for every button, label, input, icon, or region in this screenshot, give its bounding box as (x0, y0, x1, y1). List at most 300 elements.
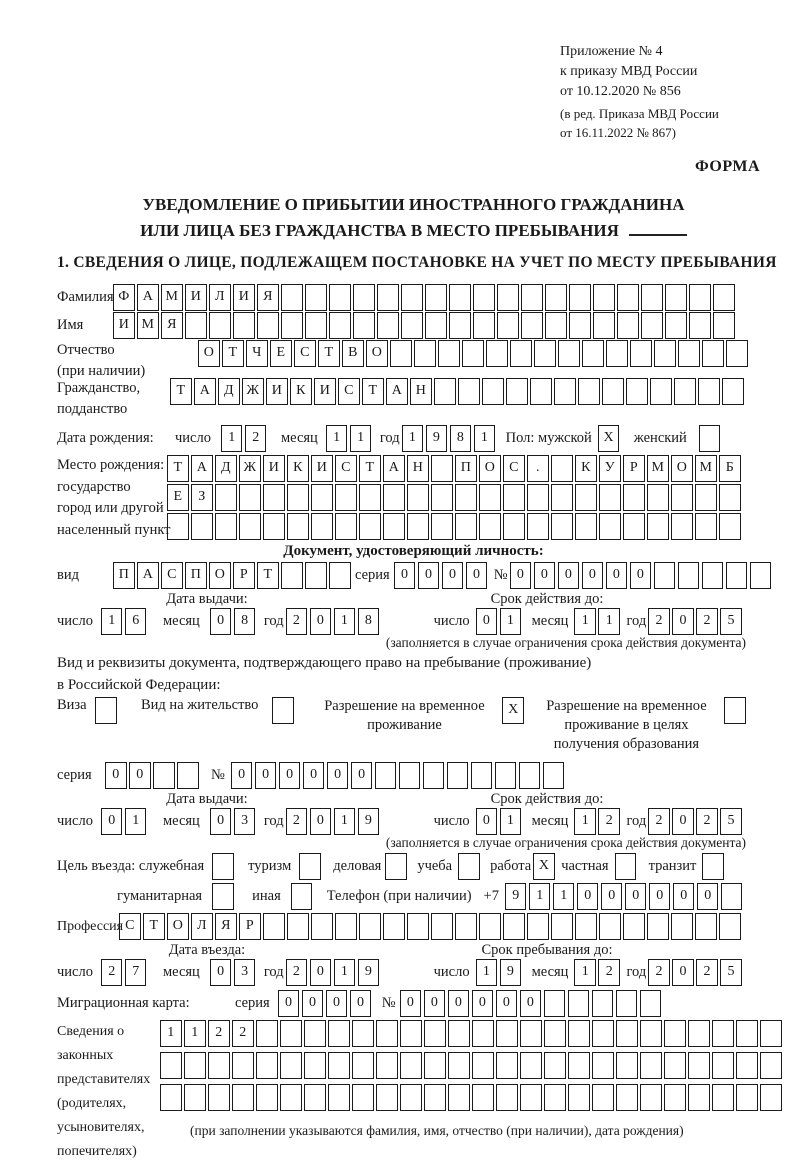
char-cell: 1 (474, 425, 496, 452)
visa-checkbox (95, 697, 119, 724)
char-cell: 0 (129, 762, 151, 789)
char-cell (695, 484, 717, 511)
char-cell (569, 312, 591, 339)
char-cell (599, 484, 621, 511)
char-cell (688, 1084, 710, 1111)
checkbox-cell (272, 697, 294, 724)
char-cell (425, 284, 447, 311)
char-cell: М (161, 284, 183, 311)
char-cell (473, 312, 495, 339)
purpose-business-checkbox (385, 853, 409, 880)
doc-issue-year-boxes (286, 608, 382, 635)
char-cell (184, 1052, 206, 1079)
char-cell: 1 (334, 959, 356, 986)
char-cell (287, 484, 309, 511)
char-cell (352, 1084, 374, 1111)
char-cell (191, 513, 213, 540)
permit-expiry-year-boxes (648, 808, 744, 835)
char-cell (616, 1052, 638, 1079)
char-cell (617, 284, 639, 311)
char-cell (497, 284, 519, 311)
stay-day-boxes (476, 959, 524, 986)
char-cell (688, 1020, 710, 1047)
char-cell (592, 1020, 614, 1047)
doc-expiry-year-boxes (648, 608, 744, 635)
char-cell (506, 378, 528, 405)
char-cell (400, 1020, 422, 1047)
char-cell (721, 883, 743, 910)
char-cell (359, 513, 381, 540)
char-cell: З (191, 484, 213, 511)
birth-day-boxes (221, 425, 269, 452)
char-cell (280, 1084, 302, 1111)
purpose-other-checkbox (291, 883, 315, 910)
char-cell: 0 (534, 562, 556, 589)
entry-year-boxes (286, 959, 382, 986)
char-cell (208, 1084, 230, 1111)
char-cell: У (599, 455, 621, 482)
purpose-transit-label: транзит (648, 858, 697, 874)
char-cell: 6 (125, 608, 147, 635)
label-line: Отчество (57, 342, 115, 358)
doc-issue-day-label: число (57, 613, 93, 629)
entry-date-headers (57, 942, 770, 959)
stay-until-header: Срок пребывания до: (481, 942, 613, 958)
char-cell (664, 1020, 686, 1047)
doc-valid-until-header: Срок действия до: (490, 591, 604, 607)
guardians-block (57, 1020, 770, 1163)
checkbox-cell: X (533, 853, 555, 880)
char-cell (377, 312, 399, 339)
char-cell (399, 762, 421, 789)
label-line: (родителях, (57, 1096, 127, 1111)
char-cell: 0 (424, 990, 446, 1017)
field-citizenship (57, 378, 770, 417)
char-cell: Е (167, 484, 189, 511)
char-cell: П (113, 562, 135, 589)
field-givenname (57, 312, 770, 339)
sex-male-checkbox (598, 425, 622, 452)
char-cell (702, 340, 724, 367)
char-cell (521, 284, 543, 311)
char-cell (569, 284, 591, 311)
char-cell (626, 378, 648, 405)
char-cell (352, 1052, 374, 1079)
char-cell: 1 (598, 608, 620, 635)
char-cell: 0 (630, 562, 652, 589)
char-cell: 1 (476, 959, 498, 986)
char-cell: К (575, 455, 597, 482)
purpose-study-checkbox (458, 853, 482, 880)
sex-female-checkbox (699, 425, 723, 452)
guardians-note: (при заполнении указываются фамилия, имя, отчество (при наличии), дата рождения) (190, 1123, 684, 1138)
char-cell: 0 (649, 883, 671, 910)
char-cell (177, 762, 199, 789)
char-cell (544, 990, 566, 1017)
char-cell (479, 484, 501, 511)
phone-prefix: +7 (483, 888, 499, 904)
permit-validity-note-text: (заполняется в случае ограничения срока действия документа) (385, 835, 746, 850)
purpose-study-label: учеба (417, 858, 453, 874)
field-birthdate (57, 425, 770, 452)
checkbox-cell (385, 853, 407, 880)
char-cell (328, 1084, 350, 1111)
char-cell: И (311, 455, 333, 482)
char-cell (215, 513, 237, 540)
char-cell: 2 (598, 808, 620, 835)
char-cell (647, 513, 669, 540)
char-cell (544, 1084, 566, 1111)
char-cell (520, 1020, 542, 1047)
char-cell (568, 1084, 590, 1111)
char-cell (256, 1084, 278, 1111)
char-cell (257, 312, 279, 339)
sex-male-label: Пол: мужской (505, 430, 592, 446)
char-cell: Я (161, 312, 183, 339)
label-line: подданство (57, 401, 128, 417)
char-cell (760, 1020, 782, 1047)
char-cell: 8 (358, 608, 380, 635)
char-cell: 0 (442, 562, 464, 589)
char-cell: Н (407, 455, 429, 482)
appendix-sub-line-2: от 16.11.2022 № 867) (560, 124, 677, 140)
char-cell: 0 (210, 808, 232, 835)
char-cell: К (287, 455, 309, 482)
char-cell (305, 284, 327, 311)
char-cell: Н (410, 378, 432, 405)
permit-issue-day-boxes (101, 808, 149, 835)
char-cell: 0 (326, 990, 348, 1017)
char-cell (719, 484, 741, 511)
char-cell (671, 484, 693, 511)
char-cell: 2 (101, 959, 123, 986)
doc-issue-day-boxes (101, 608, 149, 635)
char-cell (328, 1020, 350, 1047)
char-cell (665, 312, 687, 339)
char-cell (599, 513, 621, 540)
char-cell: 0 (279, 762, 301, 789)
char-cell (448, 1052, 470, 1079)
char-cell: В (342, 340, 364, 367)
char-cell (592, 1084, 614, 1111)
permit-date-headers (57, 791, 770, 808)
char-cell (233, 312, 255, 339)
char-cell (431, 484, 453, 511)
char-cell (616, 1084, 638, 1111)
char-cell (304, 1084, 326, 1111)
char-cell: 0 (418, 562, 440, 589)
char-cell: 0 (448, 990, 470, 1017)
char-cell: 0 (278, 990, 300, 1017)
char-cell (641, 284, 663, 311)
section1-heading: 1. СВЕДЕНИЯ О ЛИЦЕ, ПОДЛЕЖАЩЕМ ПОСТАНОВКЕ НА УЧЕТ ПО МЕСТУ ПРЕБЫВАНИЯ (57, 254, 777, 271)
char-cell: 1 (334, 608, 356, 635)
char-cell: 5 (720, 808, 742, 835)
char-cell (471, 762, 493, 789)
char-cell (551, 455, 573, 482)
doc-issue-year-label: год (263, 613, 284, 629)
char-cell (575, 484, 597, 511)
char-cell (479, 913, 501, 940)
char-cell (486, 340, 508, 367)
char-cell (665, 284, 687, 311)
char-cell (376, 1052, 398, 1079)
char-cell (448, 1084, 470, 1111)
patronymic-label (57, 340, 198, 382)
char-cell: 0 (601, 883, 623, 910)
doc-series-boxes (394, 562, 490, 589)
char-cell (593, 284, 615, 311)
temp-residence-education-checkbox (724, 697, 748, 724)
char-cell (359, 913, 381, 940)
checkbox-cell (212, 853, 234, 880)
char-cell: И (233, 284, 255, 311)
guardians-boxes-row (160, 1052, 784, 1079)
doc-expiry-day-boxes (476, 608, 524, 635)
char-cell: 0 (327, 762, 349, 789)
permit-issue-day-label: число (57, 813, 93, 829)
char-cell: Р (623, 455, 645, 482)
char-cell (153, 762, 175, 789)
char-cell: О (209, 562, 231, 589)
forma-label: ФОРМА (694, 158, 760, 175)
char-cell (482, 378, 504, 405)
stay-month-label: месяц (531, 964, 569, 980)
checkbox-cell (615, 853, 637, 880)
char-cell: Ф (113, 284, 135, 311)
char-cell: 0 (625, 883, 647, 910)
purpose-work-checkbox (533, 853, 557, 880)
surname-boxes (113, 284, 737, 311)
char-cell: 0 (302, 990, 324, 1017)
char-cell: 9 (358, 959, 380, 986)
char-cell (423, 762, 445, 789)
char-cell (640, 1052, 662, 1079)
char-cell (256, 1020, 278, 1047)
char-cell (407, 484, 429, 511)
char-cell (545, 284, 567, 311)
birth-month-boxes (326, 425, 374, 452)
identity-doc-title: Документ, удостоверяющий личность: (283, 543, 544, 559)
char-cell: Я (257, 284, 279, 311)
char-cell: Р (239, 913, 261, 940)
char-cell: 0 (101, 808, 123, 835)
stay-day-label: число (433, 964, 470, 980)
field-surname (57, 284, 770, 311)
entry-month-label: месяц (162, 964, 200, 980)
permit-validity-note (57, 835, 770, 851)
char-cell (329, 562, 351, 589)
doc-series-label: серия (355, 567, 390, 583)
char-cell (695, 513, 717, 540)
birth-month-label: месяц (280, 430, 318, 446)
birthplace-boxes-row (167, 513, 743, 540)
char-cell: 0 (496, 990, 518, 1017)
char-cell: 1 (160, 1020, 182, 1047)
char-cell (280, 1052, 302, 1079)
char-cell (160, 1052, 182, 1079)
char-cell (424, 1084, 446, 1111)
form-title-line-1: УВЕДОМЛЕНИЕ О ПРИБЫТИИ ИНОСТРАННОГО ГРАЖДАНИНА (142, 195, 685, 214)
char-cell: 1 (334, 808, 356, 835)
char-cell (329, 312, 351, 339)
permit-issue-date-header: Дата выдачи: (166, 791, 248, 807)
migration-series-label: серия (235, 995, 270, 1011)
char-cell (311, 913, 333, 940)
char-cell: 0 (310, 608, 332, 635)
char-cell: 0 (697, 883, 719, 910)
char-cell: И (266, 378, 288, 405)
doc-expiry-month-boxes (574, 608, 622, 635)
char-cell: 0 (105, 762, 127, 789)
char-cell (702, 562, 724, 589)
char-cell: 2 (696, 808, 718, 835)
field-doc-type (57, 562, 770, 589)
char-cell: Т (222, 340, 244, 367)
birthdate-label: Дата рождения: (57, 430, 154, 446)
char-cell (305, 312, 327, 339)
char-cell (689, 284, 711, 311)
char-cell: А (194, 378, 216, 405)
char-cell (377, 284, 399, 311)
char-cell (401, 284, 423, 311)
char-cell: И (263, 455, 285, 482)
field-patronymic (57, 340, 770, 378)
purpose-official-checkbox (212, 853, 236, 880)
permit-expiry-month-boxes (574, 808, 622, 835)
char-cell: 1 (553, 883, 575, 910)
char-cell (647, 484, 669, 511)
char-cell: И (185, 284, 207, 311)
label-line: представителях (57, 1072, 151, 1087)
char-cell: 1 (574, 959, 596, 986)
char-cell: 2 (232, 1020, 254, 1047)
char-cell: 1 (350, 425, 372, 452)
char-cell (736, 1052, 758, 1079)
char-cell (678, 562, 700, 589)
phone-label: Телефон (при наличии) (326, 888, 472, 904)
field-profession (57, 913, 770, 940)
label-line: получения образования (553, 736, 700, 752)
char-cell: 2 (696, 959, 718, 986)
doc-type-boxes (113, 562, 353, 589)
field-birthplace (57, 455, 770, 542)
char-cell: 1 (101, 608, 123, 635)
char-cell: Ч (246, 340, 268, 367)
char-cell (353, 312, 375, 339)
char-cell: 0 (400, 990, 422, 1017)
char-cell: 3 (234, 959, 256, 986)
temp-residence-education-label (536, 697, 716, 754)
char-cell: О (198, 340, 220, 367)
char-cell: 7 (125, 959, 147, 986)
form-title-line-2: ИЛИ ЛИЦА БЕЗ ГРАЖДАНСТВА В МЕСТО ПРЕБЫВАНИЯ (57, 218, 770, 244)
char-cell (630, 340, 652, 367)
char-cell: 5 (720, 959, 742, 986)
char-cell (479, 513, 501, 540)
entry-dates (57, 959, 770, 986)
char-cell: 0 (673, 883, 695, 910)
char-cell (750, 562, 772, 589)
char-cell (544, 1052, 566, 1079)
char-cell (689, 312, 711, 339)
char-cell (712, 1020, 734, 1047)
sex-female-label: женский (633, 430, 687, 446)
label-line: (при наличии) (57, 363, 146, 379)
char-cell (544, 1020, 566, 1047)
char-cell: М (647, 455, 669, 482)
char-cell (263, 484, 285, 511)
char-cell: 0 (582, 562, 604, 589)
char-cell: 1 (125, 808, 147, 835)
permit-series-number (57, 762, 770, 789)
doc-issue-month-boxes (210, 608, 258, 635)
char-cell: А (137, 562, 159, 589)
char-cell (376, 1020, 398, 1047)
char-cell (641, 312, 663, 339)
char-cell (496, 1052, 518, 1079)
entry-month-boxes (210, 959, 258, 986)
form-title (57, 192, 770, 244)
char-cell (438, 340, 460, 367)
doc-validity-note-text: (заполняется в случае ограничения срока действия документа) (385, 635, 746, 650)
citizenship-boxes (170, 378, 746, 405)
char-cell: А (386, 378, 408, 405)
char-cell (472, 1020, 494, 1047)
appendix-block (560, 42, 770, 142)
purpose-private-label: частная (561, 858, 609, 874)
char-cell: О (479, 455, 501, 482)
char-cell (671, 913, 693, 940)
char-cell: 0 (210, 608, 232, 635)
char-cell (616, 990, 638, 1017)
char-cell: 8 (234, 608, 256, 635)
char-cell (616, 1020, 638, 1047)
char-cell: 2 (286, 959, 308, 986)
char-cell (726, 562, 748, 589)
char-cell: 2 (648, 959, 670, 986)
char-cell (239, 513, 261, 540)
char-cell (647, 913, 669, 940)
permit-series-boxes (105, 762, 201, 789)
char-cell (582, 340, 604, 367)
char-cell (713, 312, 735, 339)
char-cell (263, 513, 285, 540)
char-cell (462, 340, 484, 367)
char-cell (551, 513, 573, 540)
profession-boxes (119, 913, 743, 940)
permit-expiry-year-label: год (626, 813, 647, 829)
label-line: проживание (367, 717, 442, 733)
char-cell (455, 913, 477, 940)
char-cell (593, 312, 615, 339)
char-cell: 9 (500, 959, 522, 986)
label-line: Разрешение на временное (546, 698, 707, 714)
char-cell: А (383, 455, 405, 482)
char-cell: 0 (350, 990, 372, 1017)
char-cell: О (671, 455, 693, 482)
char-cell (311, 484, 333, 511)
char-cell: С (503, 455, 525, 482)
char-cell (434, 378, 456, 405)
char-cell (497, 312, 519, 339)
char-cell (578, 378, 600, 405)
title-blank-line (629, 220, 687, 236)
doc-validity-note (57, 635, 770, 651)
char-cell (527, 513, 549, 540)
char-cell: 1 (500, 808, 522, 835)
char-cell (401, 312, 423, 339)
